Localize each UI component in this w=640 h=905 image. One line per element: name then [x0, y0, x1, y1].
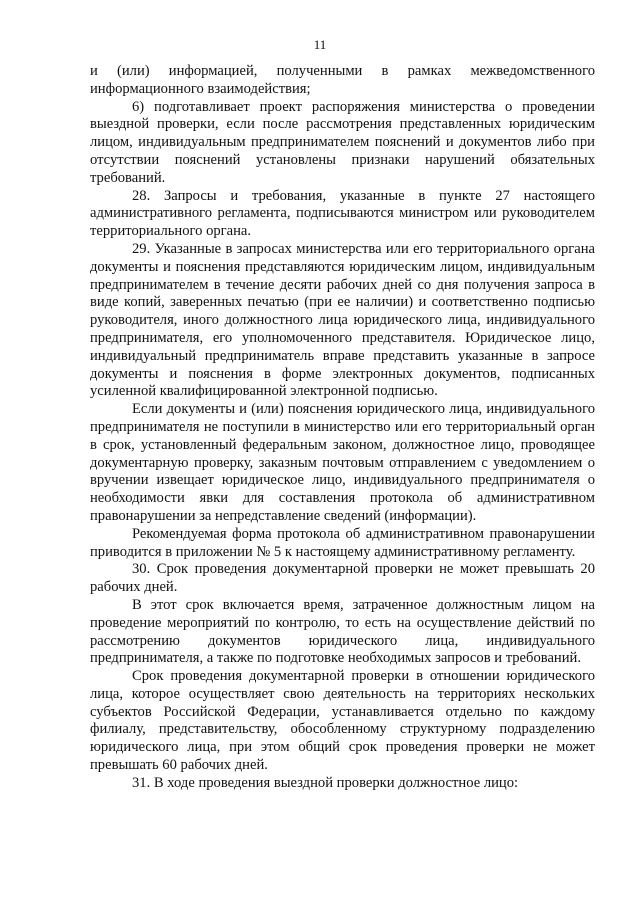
- document-body: [90, 63, 595, 793]
- paragraph-30: 30. Срок проведения документарной проверки не может превышать 20 рабочих дней.: [90, 561, 595, 596]
- paragraph-29-missing-documents: Если документы и (или) пояснения юридического лица, индивидуального предпринимателя не поступили в министерство или его территориальный орган в срок, установленный федеральным законом, должностное лицо, проводящее документарную проверку, заказным почтовым отправлением с уведомлением о вручении извещает юридическое лицо, индивидуального предпринимателя о необходимости явки для составления протокола об административном правонарушении за непредставление сведений (информации).: [90, 401, 595, 524]
- paragraph-29-protocol-form: Рекомендуемая форма протокола об административном правонарушении приводится в приложении № 5 к настоящему административному регламенту.: [90, 525, 595, 560]
- paragraph-30-multiregion: Срок проведения документарной проверки в отношении юридического лица, которое осуществляет свою деятельность на территориях нескольких субъектов Российской Федерации, устанавливается отдельно по каждому филиалу, представительству, обособленному структурному подразделению юридического лица, при этом общий срок проведения проверки не может превышать 60 рабочих дней.: [90, 668, 595, 774]
- page-number: 11: [313, 37, 327, 52]
- paragraph-interagency-info: и (или) информацией, полученными в рамках межведомственного информационного взаимодействия;: [90, 63, 595, 97]
- paragraph-29: 29. Указанные в запросах министерства или его территориального органа документы и пояснения представляются юридическим лицом, индивидуальным предпринимателем в течение десяти рабочих дней со дня получения запроса в виде копий, заверенных печатью (при ее наличии) и соответственно подписью руководителя, иного должностного лица юридического лица, индивидуального предпринимателя, его уполномоченного представителя. Юридическое лицо, индивидуальный предприниматель вправе представить указанные в запросе документы и пояснения в форме электронных документов, подписанных усиленной квалифицированной электронной подписью.: [90, 240, 595, 400]
- paragraph-28: 28. Запросы и требования, указанные в пункте 27 настоящего административного регламента, подписываются министром или руководителем территориального органа.: [90, 187, 595, 240]
- paragraph-item-6: 6) подготавливает проект распоряжения министерства о проведении выездной проверки, если после рассмотрения представленных юридическим лицом, индивидуальным предпринимателем пояснений и документов либо при отсутствии пояснений установлены признаки нарушений обязательных требований.: [90, 98, 595, 186]
- paragraph-31: 31. В ходе проведения выездной проверки должностное лицо:: [132, 774, 519, 791]
- paragraph-30-included-time: В этот срок включается время, затраченное должностным лицом на проведение мероприятий по контролю, то есть на осуществление действий по рассмотрению документов юридического лица, индивидуального предпринимателя, а также по подготовке необходимых запросов и требований.: [90, 596, 595, 667]
